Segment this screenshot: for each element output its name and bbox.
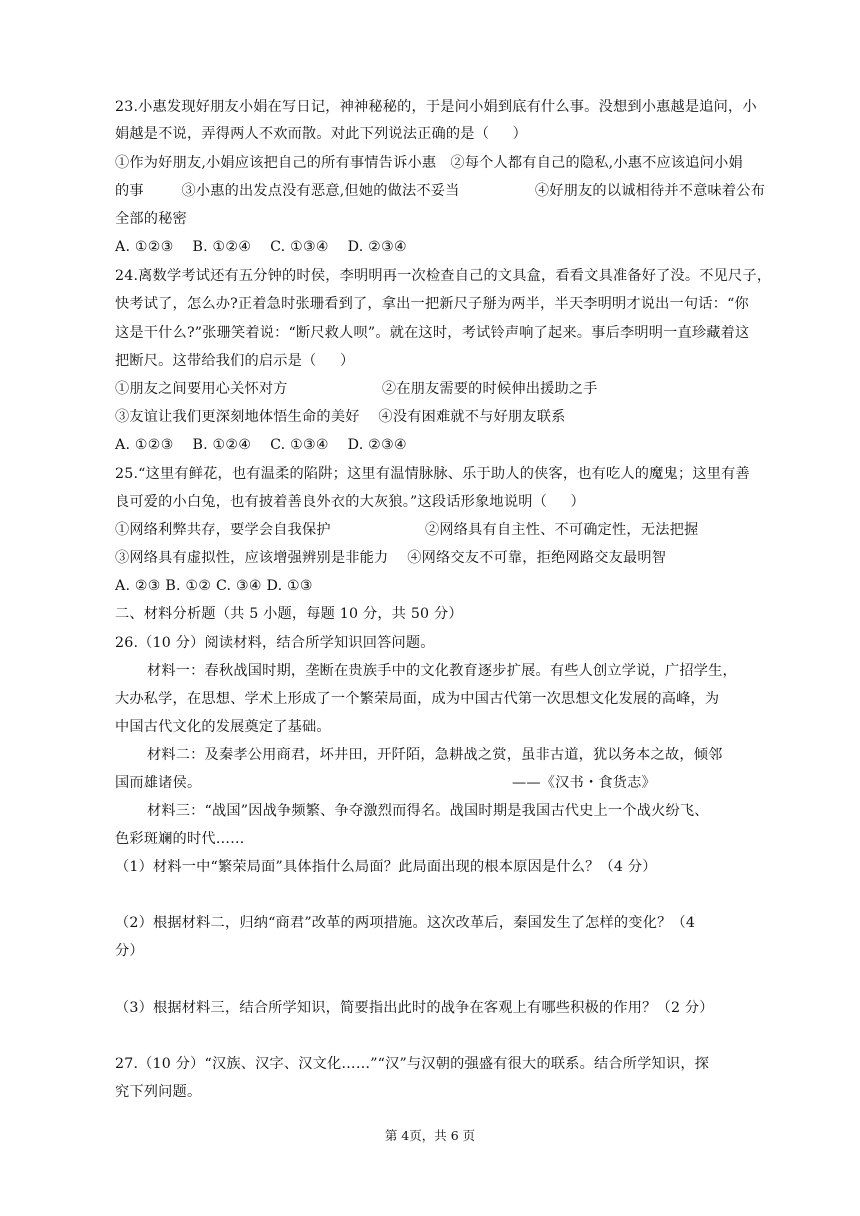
q26-material1-line3: 中国古代文化的发展奠定了基础。 xyxy=(115,719,331,735)
q26-material2-line2: 国而雄诸侯。 xyxy=(115,775,202,791)
q26-subquestion-1: （1）材料一中“繁荣局面”具体指什么局面？此局面出现的根本原因是什么？（4 分） xyxy=(115,859,657,875)
q27-line1: 27.（10 分）“汉族、汉字、汉文化……”“汉”与汉朝的强盛有很大的联系。结合所学知识，探 xyxy=(115,1056,710,1072)
q26-material2-source: ——《汉书・食货志》 xyxy=(512,775,656,791)
section-heading: 二、材料分析题（共 5 小题，每题 10 分，共 50 分） xyxy=(115,606,463,622)
q23-line2: 娟越是不说，弄得两人不欢而散。对此下列说法正确的是（ ） xyxy=(115,126,528,142)
q26-material3-line1: 材料三：“战国”因战争频繁、争夺激烈而得名。战国时期是我国古代史上一个战火纷飞、 xyxy=(147,803,709,819)
page-footer: 第 4页，共 6 页 xyxy=(384,1128,476,1143)
q23-line4: 的事 ③小惠的出发点没有恶意,但她的做法不妥当 ④好朋友的以诚相待并不意味着公布 xyxy=(115,183,766,199)
q26-material3-line2: 色彩斑斓的时代…… xyxy=(115,831,245,847)
q24-line5: ①朋友之间要用心关怀对方 ②在朋友需要的时候伸出援助之手 xyxy=(115,381,598,397)
q25-line1: 25.“这里有鲜花，也有温柔的陷阱；这里有温情脉脉、乐于助人的侠客，也有吃人的魔鬼；这里有善 xyxy=(115,466,750,482)
q25-options: A. ②③ B. ①② C. ③④ D. ①③ xyxy=(115,578,313,594)
q26-material1-line1: 材料一：春秋战国时期，垄断在贵族手中的文化教育逐步扩展。有些人创立学说，广招学生， xyxy=(147,663,737,679)
q26-subquestion-2-line2: 分） xyxy=(115,943,144,959)
q26-subquestion-3: （3）根据材料三，结合所学知识，简要指出此时的战争在客观上有哪些积极的作用？（2 分） xyxy=(115,1000,714,1016)
q24-line3: 这是干什么?”张珊笑着说：“断尺救人呗”。就在这时，考试铃声响了起来。事后李明明一直珍藏着这 xyxy=(115,325,750,341)
q24-line2: 快考试了，怎么办?正着急时张珊看到了，拿出一把新尺子掰为两半，半天李明明才说出一句话：“你 xyxy=(115,296,749,312)
q24-options: A. ①②③ B. ①②④ C. ①③④ D. ②③④ xyxy=(115,437,407,453)
q23-line1: 23.小惠发现好朋友小娟在写日记，神神秘秘的，于是问小娟到底有什么事。没想到小惠越是追问，小 xyxy=(115,99,757,115)
q26-subquestion-2-line1: （2）根据材料二，归纳“商君”改革的两项措施。这次改革后，秦国发生了怎样的变化？（4 xyxy=(115,915,696,931)
q23-line3: ①作为好朋友,小娟应该把自己的所有事情告诉小惠 ②每个人都有自己的隐私,小惠不应该追问小娟 xyxy=(115,155,743,171)
q26-material2-line1: 材料二：及秦孝公用商君，坏井田，开阡陌，急耕战之赏，虽非古道，犹以务本之故，倾邻 xyxy=(147,747,723,763)
q24-line4: 把断尺。这带给我们的启示是（ ） xyxy=(115,353,355,369)
q27-line2: 究下列问题。 xyxy=(115,1084,202,1100)
q25-line3: ①网络利弊共存，要学会自我保护 ②网络具有自主性、不可确定性，无法把握 xyxy=(115,522,699,538)
q26-material1-line2: 大办私学，在思想、学术上形成了一个繁荣局面，成为中国古代第一次思想文化发展的高峰，为 xyxy=(115,691,720,707)
q23-line5: 全部的秘密 xyxy=(115,211,187,227)
q25-line2: 良可爱的小白兔，也有披着善良外衣的大灰狼。”这段话形象地说明（ ） xyxy=(115,494,585,510)
q24-line1: 24.离数学考试还有五分钟的时侯，李明明再一次检查自己的文具盒，看看文具准备好了没。不见尺子， xyxy=(115,268,772,284)
q26-stem: 26.（10 分）阅读材料，结合所学知识回答问题。 xyxy=(115,635,435,651)
q24-line6: ③友谊让我们更深刻地体悟生命的美好 ④没有困难就不与好朋友联系 xyxy=(115,409,566,425)
q25-line4: ③网络具有虚拟性，应该增强辨别是非能力 ④网络交友不可靠，拒绝网路交友最明智 xyxy=(115,550,667,566)
q23-options: A. ①②③ B. ①②④ C. ①③④ D. ②③④ xyxy=(115,239,407,255)
